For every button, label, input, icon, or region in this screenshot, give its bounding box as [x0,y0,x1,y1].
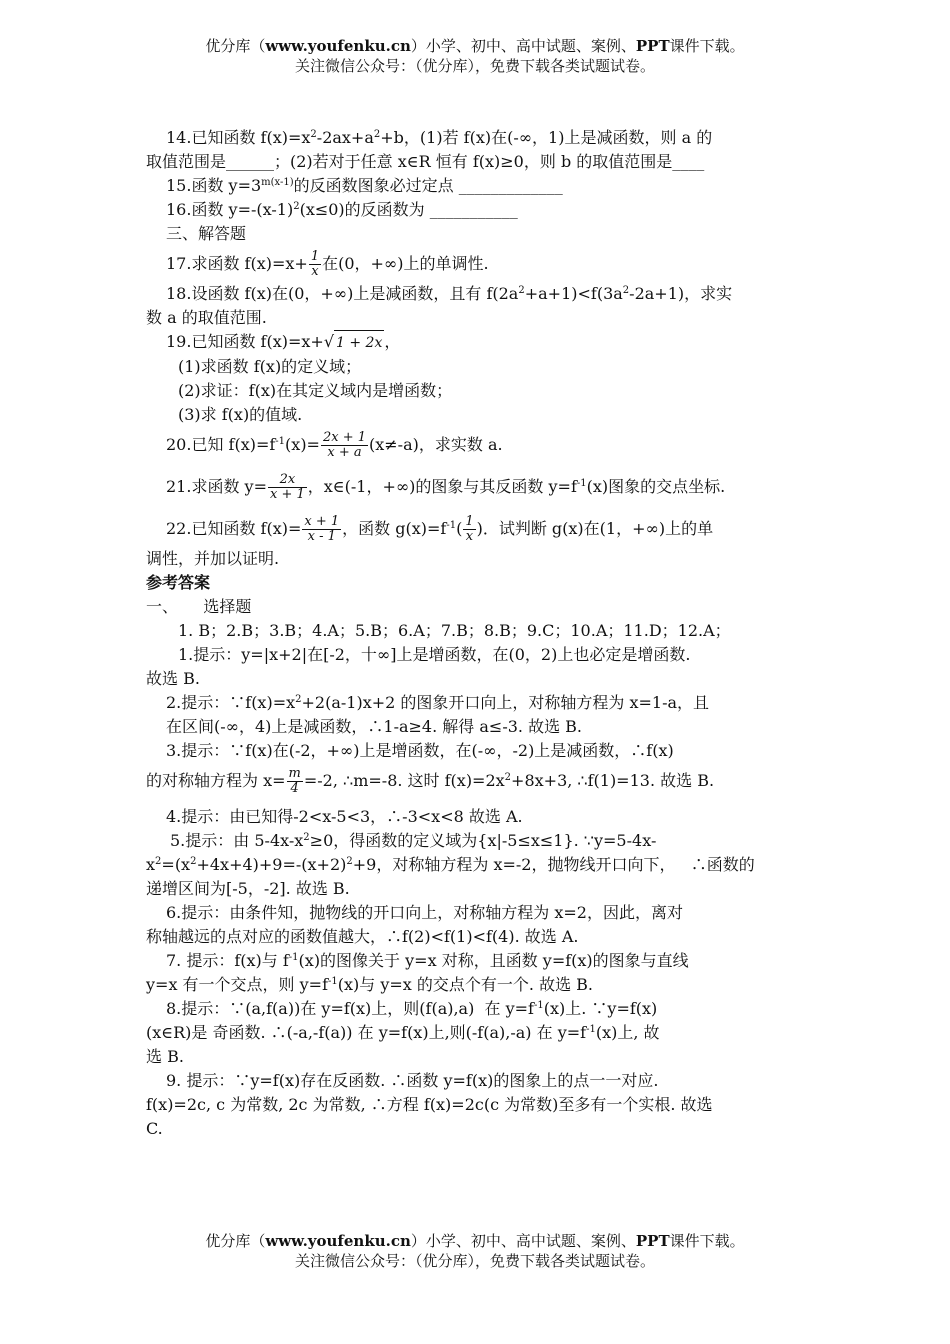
hint-1: 1.提示：y=|x+2|在[-2，十∞]上是增函数，在(0，2)上也必定是增函数. [178,645,691,664]
question-16: 16.函数 $y=-(x-1)^2(x\le 0)$的反函数为 ___________ [166,200,518,219]
hint-6-cont: 称轴越远的点对应的函数值越大，∴f(2)<f(1)<f(4). 故选 A. [146,927,579,946]
hint-2-cont: 在区间(-∞，4)上是减函数，∴1-a≥4. 解得 a≤-3. 故选 B. [166,717,583,736]
fraction: $\frac{x + 1}{x - 1}$ [304,514,340,544]
hint-7-cont: y=x 有一个交点，则 $y=f^{-1}(x)$与 y=x 的交点个有一个. 故选 B. [146,975,594,994]
hint-8-cont: (x∈R)是 奇函数. ∴(-a,-f(a)) 在 y=f(x)上,则(-f(a),-a) 在 $y=f^{-1}(x)$上, 故 [146,1023,660,1042]
hint-3: 3.提示：∵f(x)在(-2，+∞)上是增函数，在(-∞，-2)上是减函数，∴f(x) [166,741,674,760]
question-21: 21.求函数 y= $\frac{2x}{x + 1}$ ，x∈(-1，+∞)的图象与其反函数 $y=f^{-1}(x)$图象的交点坐标. [166,472,726,502]
question-18-cont: 数 a 的取值范围. [146,308,267,327]
hint-1-cont: 故选 B. [146,669,200,688]
top-header [0,36,950,76]
hint-5: 5.提示：由 $5-4x-x^2\ge 0$，得函数的定义域为{x|-5≤x≤1}. ∵y=5-4x- [170,831,657,850]
hint-9-cont-2: C. [146,1119,163,1138]
hint-6: 6.提示：由条件知，抛物线的开口向上，对称轴方程为 x=2，因此，离对 [166,903,683,922]
header-line-1: 优分库（www.youfenku.cn）小学、初中、高中试题、案例、PPT课件下载。 [205,37,745,55]
footer-line-2: 关注微信公众号：（优分库），免费下载各类试题试卷。 [294,1252,655,1270]
hint-9-cont: f(x)=2c, c 为常数, 2c 为常数, ∴方程 f(x)=2c(c 为常数)至多有一个实根. 故选 [146,1095,713,1114]
footer-line-1: 优分库（www.youfenku.cn）小学、初中、高中试题、案例、PPT课件下载。 [205,1232,745,1250]
hint-8: 8.提示：∵(a,f(a))在 y=f(x)上，则(f(a),a) 在 $y=f^{-1}(x)$上. ∵y=f(x) [166,999,658,1018]
bottom-footer [0,1231,950,1271]
hint-5-cont-2: 递增区间为[-5，-2]. 故选 B. [146,879,350,898]
document-body [146,126,810,1141]
hint-4: 4.提示：由已知得-2<x-5<3，∴-3<x<8 故选 A. [166,807,523,826]
answer-key: 1. B；2.B；3.B；4.A；5.B；6.A；7.B；8.B；9.C；10.A；11.D；12.A； [178,621,731,640]
question-15: 15.函数 $y=3^{m(x-1)}$的反函数图象必过定点 _____________ [166,176,563,195]
header-line-2: 关注微信公众号：（优分库），免费下载各类试题试卷。 [294,57,655,75]
answers-title: 参考答案 [146,573,211,592]
fraction: $\frac{1}{x}$ [465,514,474,544]
question-19: 19.已知函数 f(x)=x+√ 1 + 2x ， [146,330,810,355]
question-22-cont: 调性，并加以证明. [146,549,280,568]
hint-8-cont-2: 选 B. [146,1047,184,1066]
hint-5-cont: $x^2=(x^2+4x+4)+9=-(x+2)^2+9$，对称轴方程为 x=-2，抛物线开口向下， ∴函数的 [146,855,755,874]
fraction: $\frac{m}{4}$ [288,766,301,796]
section-1-heading: 一、 选择题 [146,597,252,616]
hint-3-cont: 的对称轴方程为 x= $\frac{m}{4}$ =-2, ∴m=-8. 这时 $f(x)=2x^2+8x+3$, ∴f(1)=13. 故选 B. [146,766,715,796]
section-3-heading: 三、解答题 [166,224,247,243]
fraction: $\frac{1}{x}$ [310,249,320,279]
question-17: 17.求函数 f(x)=x+ $\frac{1}{x}$ 在(0，+∞)上的单调性. [166,249,489,279]
fraction: $\frac{2x}{x + 1}$ [269,472,305,502]
question-22: 22.已知函数 f(x)= $\frac{x + 1}{x - 1}$ ，函数 $g(x)=f^{-1}$( $\frac{1}{x}$ )．试判断 g(x)在(1，+∞)上的单 [166,514,714,544]
question-19-part-2: (2)求证：f(x)在其定义域内是增函数； [178,381,453,400]
hint-2: 2.提示：$\because f(x)=x^2+2(a-1)x+2$ 的图象开口向上，对称轴方程为 x=1-a，且 [166,693,710,712]
fraction: $\frac{2x + 1}{x + a}$ [322,430,366,460]
hint-7: 7. 提示：f(x)与 $f^{-1}(x)$的图像关于 y=x 对称，且函数 y=f(x)的图象与直线 [166,951,689,970]
hint-9: 9. 提示：∵y=f(x)存在反函数. ∴函数 y=f(x)的图象上的点一一对应. [166,1071,659,1090]
question-14: 14.已知函数 $f(x)=x^2-2ax+a^2+b$，(1)若 f(x)在(-∞，1)上是减函数，则 a 的 [166,128,713,147]
question-20: 20.已知 $f(x)=f^{-1}(x)=$ $\frac{2x + 1}{x + a}$ (x≠-a)，求实数 a. [166,430,503,460]
question-19-part-1: (1)求函数 f(x)的定义域； [178,357,362,376]
question-14-cont: 取值范围是______；(2)若对于任意 x∈R 恒有 f(x)≥0，则 b 的取值范围是____ [146,152,705,171]
question-18: 18.设函数 f(x)在(0，+∞)上是减函数，且有 $f(2a^2+a+1)<f(3a^2-2a+1)$，求实 [166,284,733,303]
question-19-part-3: (3)求 f(x)的值域. [178,405,303,424]
